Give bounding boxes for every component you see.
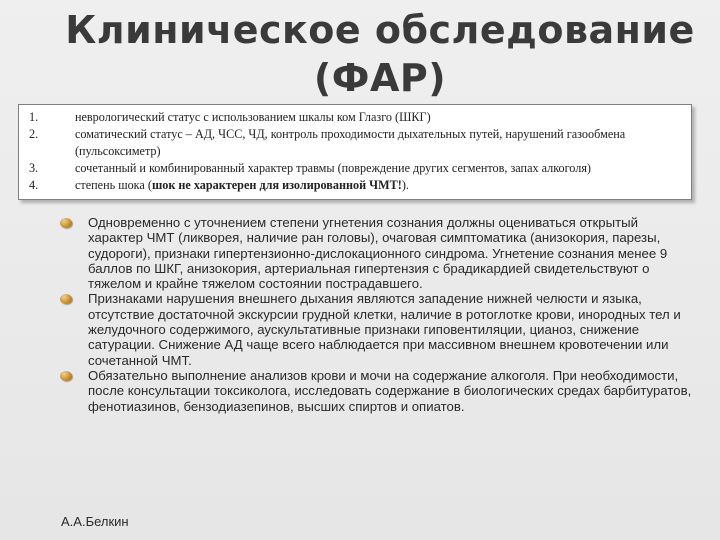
bullet-item [56,215,696,291]
slide-title-line2: (ФАР) [313,56,447,100]
numbered-list [29,109,683,194]
list-item [29,160,683,177]
round-bullet-icon [60,218,72,228]
author-name: А.А.Белкин [61,514,129,529]
list-item-text-before: степень шока ( [75,178,152,192]
list-item-text: сочетанный и комбинированный характер травмы (повреждение других сегментов, запах алкоголя) [75,161,591,175]
slide-title [60,6,700,102]
bullet-text: Обязательно выполнение анализов крови и мочи на содержание алкоголя. При необходимости, после консультации токсиколога, исследовать содержание в биологических средах барбитуратов, фенотиазинов, бензодиазепинов, высших спиртов и опиатов. [88,367,692,414]
list-item [29,177,683,194]
list-item-number: 2. [29,127,39,141]
numbered-list-box [18,104,692,200]
bullet-text: Признаками нарушения внешнего дыхания являются западение нижней челюсти и языка, отсутствие достаточной экскурсии грудной клетки, наличие в ротоглотке крови, инородных тел и желудочного содержимого, аускультативные признаки гиповентиляции, цианоз, снижение сатурации. Снижение АД чаще всего наблюдается при массивном внешнем кровотечении или сочетанной ЧМТ. [88,291,681,368]
bullet-text: Одновременно с уточнением степени угнетения сознания должны оцениваться открытый характер ЧМТ (ликворея, наличие ран головы), очаговая симптоматика (анизокория, парезы, судороги), признаки гипертензионно-дислокационного синдрома. Угнетение сознания менее 9 баллов по ШКГ, анизокория, артериальная гипертензия с брадикардией свидетельствуют о тяжелом и крайне тяжелом состоянии пострадавшего. [88,215,668,292]
bullet-item [56,368,696,414]
list-item-text-after: ). [401,178,409,192]
bullet-item [56,291,696,367]
slide-title-line1: Клиническое обследование [65,8,695,52]
list-item-number: 3. [29,161,39,175]
list-item [29,126,683,160]
bullet-list [56,215,696,414]
list-item-number: 1. [29,110,39,124]
list-item [29,109,683,126]
list-item-text: неврологический статус с использованием шкалы ком Глазго (ШКГ) [75,110,431,124]
list-item-text-bold: шок не характерен для изолированной ЧМТ! [151,178,402,192]
round-bullet-icon [60,294,72,304]
round-bullet-icon [60,371,72,381]
list-item-text: соматический статус – АД, ЧСС, ЧД, контроль проходимости дыхательных путей, нарушений газообмена (пульсоксиметр) [75,127,626,158]
list-item-number: 4. [29,178,39,192]
